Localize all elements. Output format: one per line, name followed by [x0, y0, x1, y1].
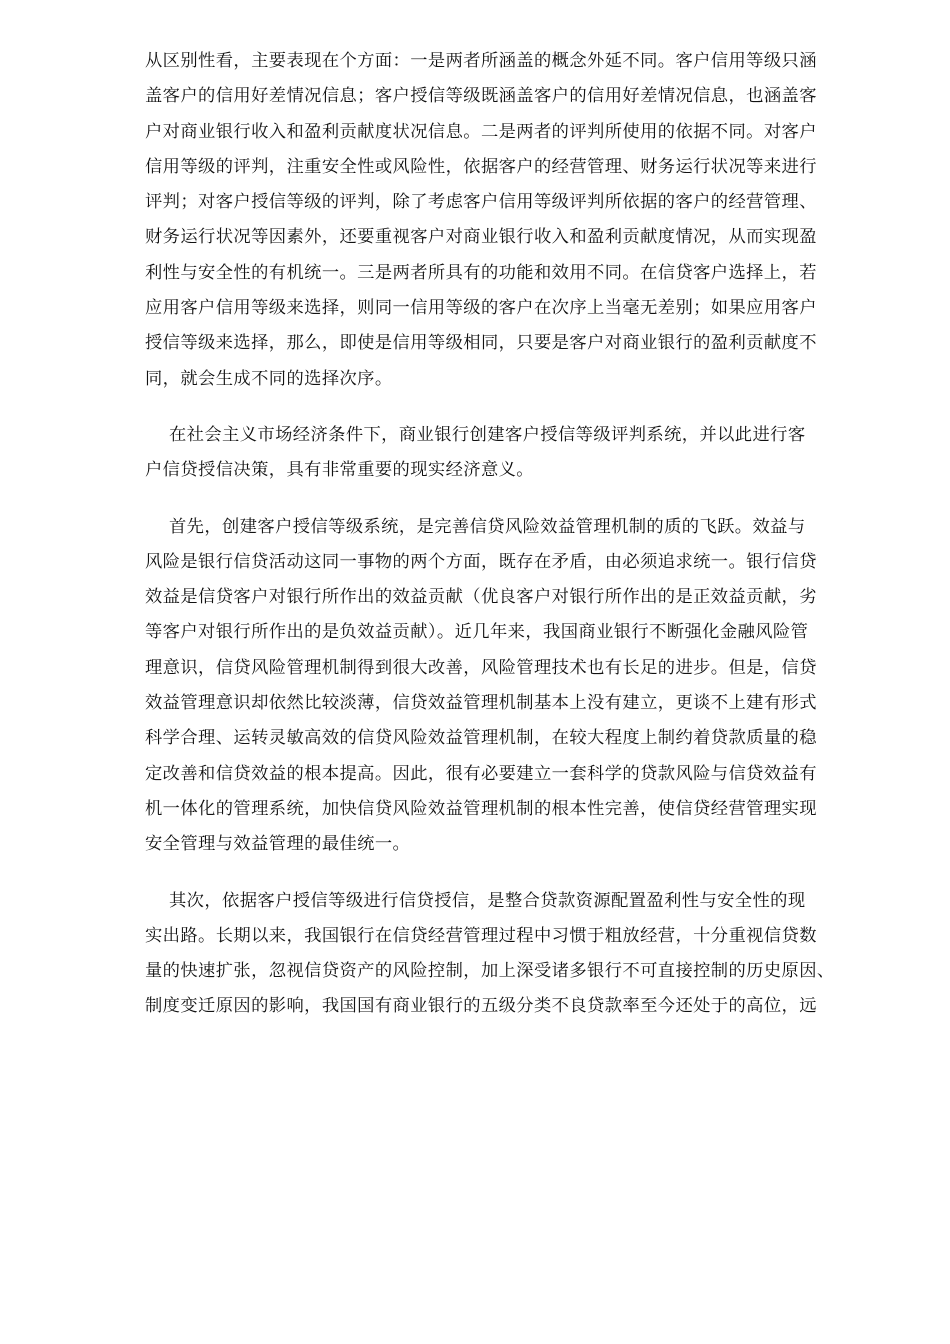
text-line: 盖客户的信用好差情况信息；客户授信等级既涵盖客户的信用好差情况信息，也涵盖客	[145, 86, 817, 107]
text-line: 财务运行状况等因素外，还要重视客户对商业银行收入和盈利贡献度情况，从而实现盈	[145, 227, 817, 248]
paragraph-first-point	[145, 510, 880, 863]
text-line: 同，就会生成不同的选择次序。	[145, 368, 393, 389]
text-line: 户对商业银行收入和盈利贡献度状况信息。二是两者的评判所使用的依据不同。对客户	[145, 121, 817, 142]
text-line: 科学合理、运转灵敏高效的信贷风险效益管理机制，在较大程度上制约着贷款质量的稳	[145, 728, 817, 749]
text-line: 评判；对客户授信等级的评判，除了考虑客户信用等级评判所依据的客户的经营管理、	[145, 192, 817, 213]
text-line: 从区别性看，主要表现在个方面：一是两者所涵盖的概念外延不同。客户信用等级只涵	[145, 51, 817, 71]
text-line: 在社会主义市场经济条件下，商业银行创建客户授信等级评判系统，并以此进行客	[169, 424, 806, 445]
text-line: 效益管理意识却依然比较淡薄，信贷效益管理机制基本上没有建立，更谈不上建有形式	[145, 693, 817, 714]
paragraph-spacer	[145, 863, 880, 884]
text-line: 首先，创建客户授信等级系统，是完善信贷风险效益管理机制的质的飞跃。效益与	[169, 516, 806, 537]
document-body	[145, 44, 880, 1025]
paragraph-second-point	[145, 884, 880, 1025]
text-line: 量的快速扩张，忽视信贷资产的风险控制，加上深受诸多银行不可直接控制的历史原因、	[145, 961, 835, 982]
text-line: 户信贷授信决策，具有非常重要的现实经济意义。	[145, 460, 534, 481]
text-line: 风险是银行信贷活动这同一事物的两个方面，既存在矛盾，由必须追求统一。银行信贷	[145, 551, 817, 572]
text-line: 安全管理与效益管理的最佳统一。	[145, 834, 411, 855]
text-line: 等客户对银行所作出的是负效益贡献）。近几年来，我国商业银行不断强化金融风险管	[145, 622, 809, 643]
paragraph-spacer	[145, 397, 880, 418]
paragraph-distinction	[145, 44, 880, 397]
paragraph-spacer	[145, 489, 880, 510]
text-line: 机一体化的管理系统，加快信贷风险效益管理机制的根本性完善，使信贷经营管理实现	[145, 798, 817, 819]
text-line: 信用等级的评判，注重安全性或风险性，依据客户的经营管理、财务运行状况等来进行	[145, 156, 817, 177]
text-line: 应用客户信用等级来选择，则同一信用等级的客户在次序上当毫无差别；如果应用客户	[145, 298, 817, 319]
paragraph-significance	[145, 418, 880, 489]
text-line: 效益是信贷客户对银行所作出的效益贡献（优良客户对银行所作出的是正效益贡献，劣	[145, 587, 817, 608]
text-line: 其次，依据客户授信等级进行信贷授信，是整合贷款资源配置盈利性与安全性的现	[169, 890, 806, 911]
text-line: 制度变迁原因的影响，我国国有商业银行的五级分类不良贷款率至今还处于的高位，远	[145, 996, 817, 1017]
text-line: 授信等级来选择，那么，即使是信用等级相同，只要是客户对商业银行的盈利贡献度不	[145, 333, 817, 354]
text-line: 理意识，信贷风险管理机制得到很大改善，风险管理技术也有长足的进步。但是，信贷	[145, 657, 817, 678]
text-line: 实出路。长期以来，我国银行在信贷经营管理过程中习惯于粗放经营，十分重视信贷数	[145, 925, 817, 946]
text-line: 利性与安全性的有机统一。三是两者所具有的功能和效用不同。在信贷客户选择上，若	[145, 262, 817, 283]
text-line: 定改善和信贷效益的根本提高。因此，很有必要建立一套科学的贷款风险与信贷效益有	[145, 763, 817, 784]
